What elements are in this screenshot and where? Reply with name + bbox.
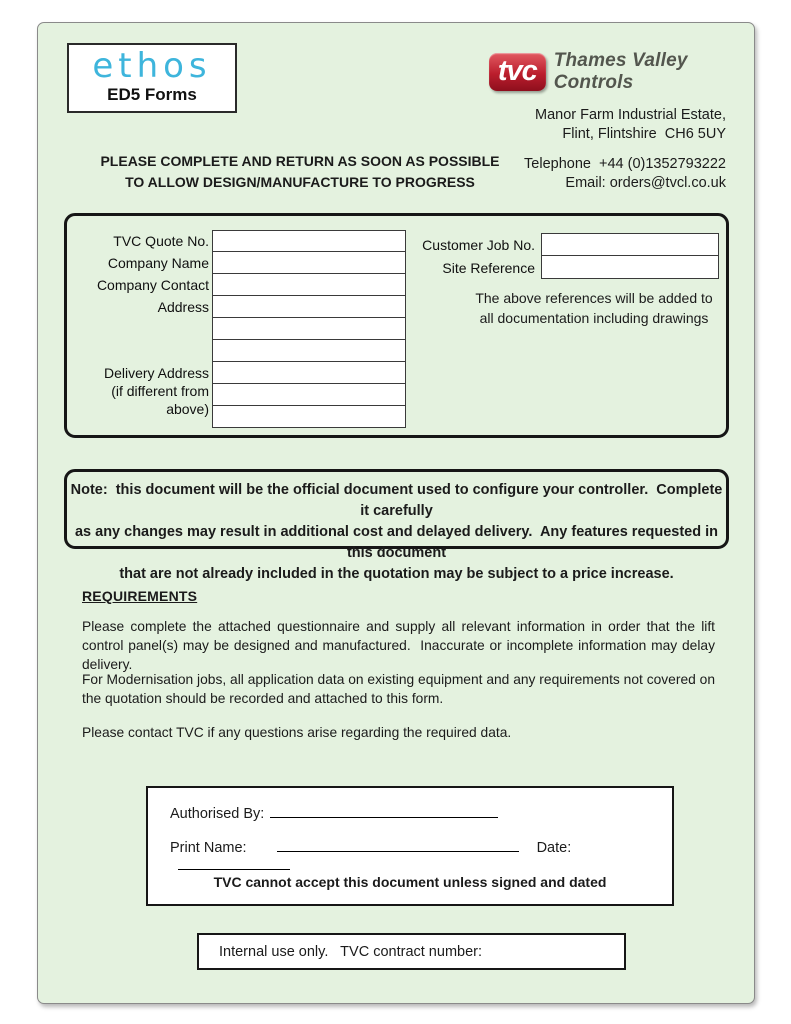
site-reference-label: Site Reference bbox=[442, 260, 535, 276]
delivery-address-input-2[interactable] bbox=[212, 384, 406, 406]
address-line: Manor Farm Industrial Estate, bbox=[535, 107, 726, 123]
requirements-heading: REQUIREMENTS bbox=[82, 588, 198, 604]
company-contact-label: Company Contact bbox=[96, 277, 209, 293]
phone-line: Telephone +44 (0)1352793222 bbox=[524, 156, 726, 172]
print-name-date-row bbox=[170, 838, 672, 874]
delivery-address-input-1[interactable] bbox=[212, 362, 406, 384]
delivery-address-input-3[interactable] bbox=[212, 406, 406, 428]
reference-form-box bbox=[64, 213, 729, 438]
date-line[interactable] bbox=[178, 856, 290, 870]
email-line: Email: orders@tvcl.co.uk bbox=[565, 175, 726, 191]
internal-use-label: Internal use only. TVC contract number: bbox=[219, 943, 483, 960]
company-name-label: Company Name bbox=[107, 255, 209, 271]
note-box bbox=[64, 469, 729, 582]
authorised-signature-line[interactable] bbox=[270, 804, 498, 818]
requirements-paragraph-1: Please complete the attached questionnaire and supply all relevant information in order that the lift control panel(s) may be designed and manufactured. Inaccurate or incomplete information may delay delivery. bbox=[82, 619, 719, 672]
right-input-stack bbox=[541, 233, 719, 279]
company-name: Thames Valley Controls bbox=[553, 50, 688, 93]
note-line: Note: this document will be the official document used to configure your controller. Complete it carefully bbox=[70, 482, 727, 519]
company-contact-input[interactable] bbox=[212, 274, 406, 296]
requirements-paragraph-2: For Modernisation jobs, all application data on existing equipment and any requirements not covered on the quotation should be recorded and attached to this form. bbox=[82, 672, 719, 706]
ed5-forms-label: ED5 Forms bbox=[107, 85, 197, 104]
tvc-logo-row bbox=[489, 52, 754, 92]
site-reference-input[interactable] bbox=[541, 256, 719, 279]
address-line: Flint, Flintshire CH6 5UY bbox=[562, 126, 726, 142]
signature-warning: TVC cannot accept this document unless signed and dated bbox=[213, 874, 607, 890]
address-input-2[interactable] bbox=[212, 318, 406, 340]
document-page bbox=[37, 22, 755, 1004]
return-instruction-banner bbox=[96, 151, 504, 193]
tvc-quote-input[interactable] bbox=[212, 230, 406, 252]
note-line: as any changes may result in additional cost and delayed delivery. Any features requested in this document bbox=[74, 524, 723, 561]
tvc-quote-label: TVC Quote No. bbox=[113, 233, 209, 249]
note-line: that are not already included in the quotation may be subject to a price increase. bbox=[119, 566, 674, 582]
banner-line: TO ALLOW DESIGN/MANUFACTURE TO PROGRESS bbox=[125, 174, 475, 190]
authorised-by-row bbox=[170, 804, 498, 822]
delivery-address-label: Delivery Address (if different from above) bbox=[103, 365, 209, 417]
tvc-contract-number-field[interactable] bbox=[482, 935, 624, 968]
print-name-line[interactable] bbox=[277, 838, 519, 852]
address-input-3[interactable] bbox=[212, 340, 406, 362]
requirements-paragraph-3: Please contact TVC if any questions arise regarding the required data. bbox=[82, 725, 512, 740]
signature-box bbox=[146, 786, 674, 906]
internal-use-box bbox=[197, 933, 626, 970]
ethos-logo-box bbox=[67, 43, 237, 113]
date-label: Date: bbox=[536, 840, 572, 856]
authorised-by-label: Authorised By: bbox=[170, 806, 265, 822]
address-input-1[interactable] bbox=[212, 296, 406, 318]
company-address bbox=[535, 106, 726, 144]
print-name-label: Print Name: bbox=[170, 840, 247, 856]
address-label: Address bbox=[157, 299, 209, 315]
ethos-logo: ethos bbox=[92, 46, 212, 86]
customer-job-label: Customer Job No. bbox=[422, 237, 535, 253]
banner-line: PLEASE COMPLETE AND RETURN AS SOON AS POSSIBLE bbox=[100, 153, 500, 169]
references-note: The above references will be added to all documentation including drawings bbox=[475, 290, 713, 326]
tvc-logo: tvc bbox=[489, 53, 546, 91]
company-name-input[interactable] bbox=[212, 252, 406, 274]
company-contact-info bbox=[524, 155, 726, 193]
left-input-stack bbox=[212, 230, 406, 428]
customer-job-input[interactable] bbox=[541, 233, 719, 256]
